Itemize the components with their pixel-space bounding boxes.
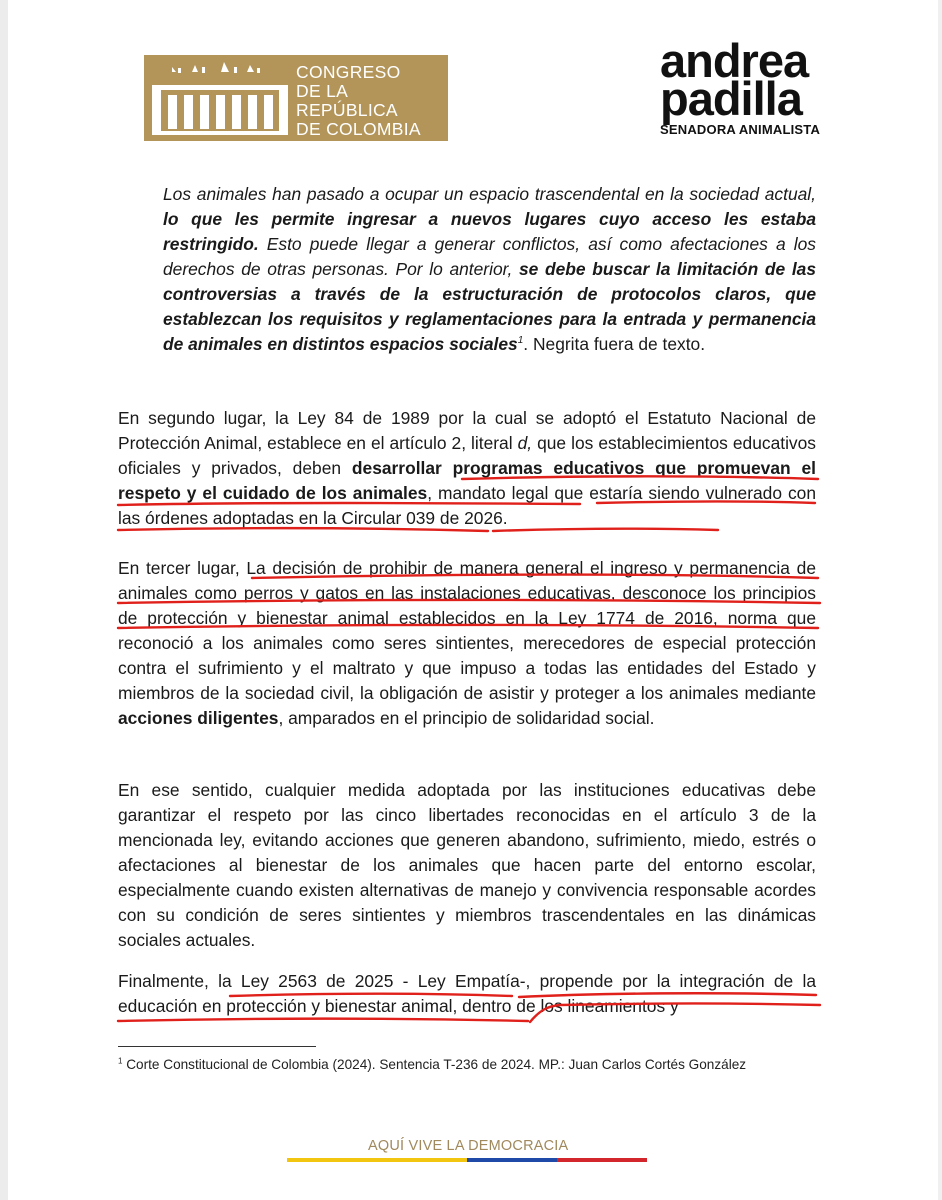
footnote-number: 1 xyxy=(118,1056,123,1066)
paragraph-tercer-lugar xyxy=(118,556,816,731)
congreso-logo xyxy=(144,55,448,151)
quote-bold-1: lo que les permite ingresar a nuevos lugares cuyo acceso les estaba restringido. xyxy=(163,209,816,254)
footnote-divider xyxy=(118,1046,316,1047)
senator-logo xyxy=(660,34,840,137)
p2-bold: acciones diligentes xyxy=(118,708,279,728)
p1-text-1: En segundo lugar, la Ley 84 de 1989 por la cual se adoptó el Estatuto Nacional de Protección Animal, establece en el artículo 2, literal xyxy=(118,408,816,453)
p3-text-1: En ese sentido, cualquier medida adoptada por las instituciones educativas debe garantizar el respeto por las cinco libertades reconocidas en el artículo 3 de la mencionada ley, evitando acciones que generen abandono, sufrimiento, miedo, estrés o afectaciones al bienestar de los animales que hacen parte del entorno escolar, especialmente cuando existen alternativas de manejo y convivencia responsable acordes con su condición de seres sintientes y miembros trascendentales en las dinámicas sociales actuales. xyxy=(118,780,816,950)
quote-text-2: Esto puede llegar a generar conflictos, así como afectaciones a los derechos de otras personas. Por lo anterior, xyxy=(163,234,816,279)
colombia-flag-stripe xyxy=(287,1158,647,1162)
congreso-line-4: SENADO DE LA REPÚBLICA xyxy=(296,142,409,151)
quote-text-3: . Negrita fuera de texto. xyxy=(523,334,706,354)
paragraph-finalmente xyxy=(118,969,816,1019)
footnote-text: Corte Constitucional de Colombia (2024). Sentencia T-236 de 2024. MP.: Juan Carlos Cortés González xyxy=(122,1057,747,1072)
p1-text-3: , mandato legal que estaría siendo vulnerado con las órdenes adoptadas en la Circular 039 de 2026. xyxy=(118,483,816,528)
p2-text-2: , amparados en el principio de solidaridad social. xyxy=(278,708,655,728)
footer-slogan: AQUÍ VIVE LA DEMOCRACIA xyxy=(368,1138,569,1154)
scan-edge-right xyxy=(938,0,942,1200)
p1-bold: desarrollar programas educativos que promuevan el respeto y el cuidado de los animales xyxy=(118,458,817,503)
p4-text-1: Finalmente, la Ley 2563 de 2025 - Ley Empatía-, propende por la integración de la educación en protección y bienestar animal, dentro de los lineamientos y xyxy=(118,971,816,1016)
paragraph-segundo-lugar xyxy=(118,406,816,531)
paragraph-text xyxy=(118,969,816,1019)
paragraph-text xyxy=(118,406,816,531)
paragraph-en-ese-sentido xyxy=(118,778,816,953)
capitol-building-icon xyxy=(150,59,290,137)
p2-text-1: En tercer lugar, La decisión de prohibir de manera general el ingreso y permanencia de animales como perros y gatos en las instalaciones educativas, desconoce los principios de protección y bienestar animal establecidos en la Ley 1774 de 2016, norma que reconoció a los animales como seres sintientes, merecedores de especial protección contra el sufrimiento y el maltrato y que impuso a todas las entidades del Estado y miembros de la sociedad civil, la obligación de asistir y proteger a los animales mediante xyxy=(118,558,816,703)
congreso-line-1: CONGRESO xyxy=(296,62,401,82)
congreso-line-2: DE LA REPÚBLICA xyxy=(296,81,398,120)
paragraph-text xyxy=(118,556,816,731)
senator-subtitle: SENADORA ANIMALISTA xyxy=(660,122,821,137)
quote-paragraph xyxy=(163,182,816,357)
quote-block xyxy=(163,182,816,357)
p1-text-2: que los establecimientos educativos oficiales y privados, deben xyxy=(118,433,816,478)
scan-edge-left xyxy=(0,0,8,1200)
quote-text-1: Los animales han pasado a ocupar un espacio trascendental en la sociedad actual, xyxy=(163,184,816,204)
footnote xyxy=(118,1055,798,1074)
paragraph-text xyxy=(118,778,816,953)
senator-name-line-1: andrea xyxy=(660,34,809,87)
congreso-wordmark xyxy=(296,63,448,151)
footnote-reference: 1 xyxy=(517,335,524,347)
underline-stroke xyxy=(118,1019,528,1021)
quote-bold-2: se debe buscar la limitación de las controversias a través de la estructuración de protocolos claros, que establezcan los requisitos y reglamentaciones para la entrada y permanencia de animales en distintos espacios sociales xyxy=(163,259,816,354)
senator-name-line-2: padilla xyxy=(660,72,802,125)
p1-literal-letter: d, xyxy=(517,433,533,453)
congreso-line-3: DE COLOMBIA xyxy=(296,119,421,139)
